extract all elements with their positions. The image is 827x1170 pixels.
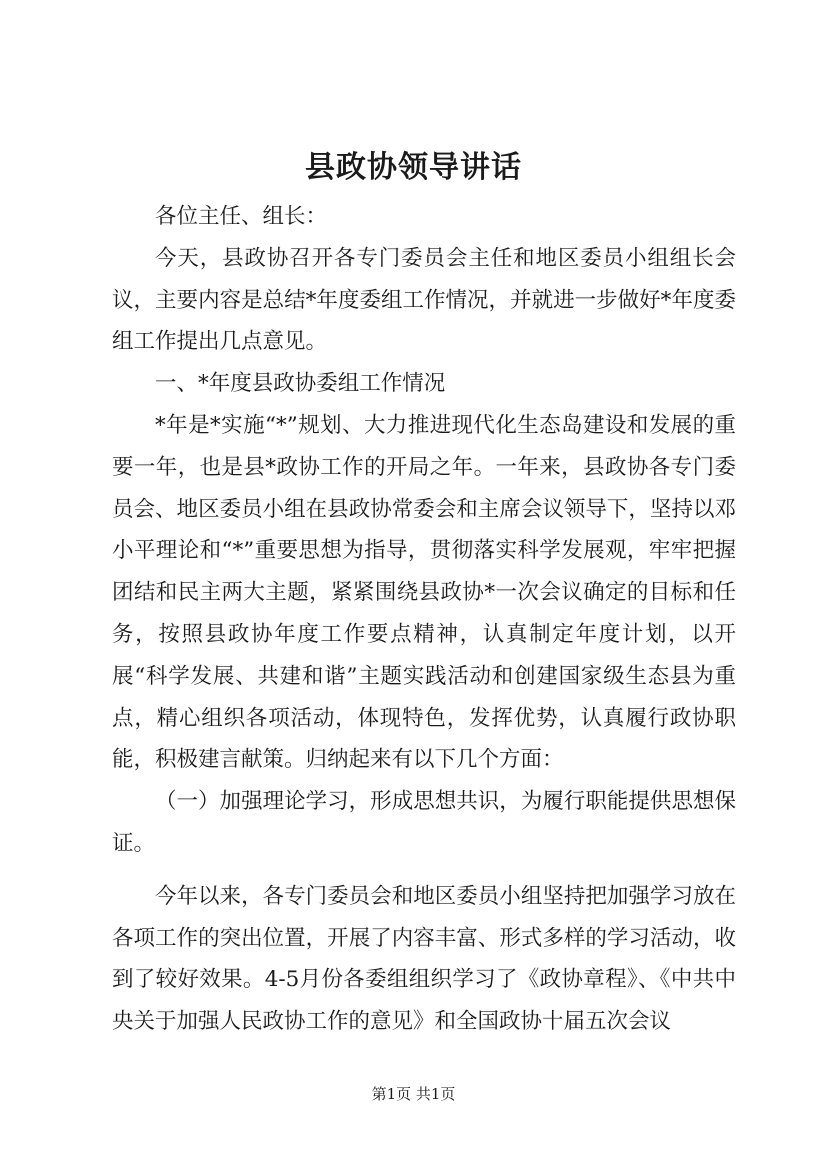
subsection-heading-1: （一）加强理论学习，形成思想共识，为履行职能提供思想保证。	[112, 789, 736, 856]
document-title: 县政协领导讲话	[305, 150, 522, 185]
salutation-paragraph: 各位主任、组长：	[155, 204, 328, 229]
page-number-footer: 第1页 共1页	[371, 1085, 456, 1103]
document-body	[112, 196, 736, 1043]
intro-paragraph: 今天，县政协召开各专门委员会主任和地区委员小组组长会议，主要内容是总结*年度委组工作情况，并就进一步做好*年度委组工作提出几点意见。	[112, 245, 736, 355]
section-heading-1: 一、*年度县政协委组工作情况	[155, 371, 446, 397]
overview-paragraph: *年是*实施“*”规划、大力推进现代化生态岛建设和发展的重要一年，也是县*政协工作的开局之年。一年来，县政协各专门委员会、地区委员小组在县政协常委会和主席会议领导下，坚持以邓小平理论和“*”重要思想为指导，贯彻落实科学发展观，牢牢把握团结和民主两大主题，紧紧围绕县政协*一次会议确定的目标和任务，按照县政协年度工作要点精神，认真制定年度计划，以开展“科学发展、共建和谐”主题实践活动和创建国家级生态县为重点，精心组织各项活动，体现特色，发挥优势，认真履行政协职能，积极建言献策。归纳起来有以下几个方面：	[112, 412, 736, 773]
study-paragraph: 今年以来，各专门委员会和地区委员小组坚持把加强学习放在各项工作的突出位置，开展了内容丰富、形式多样的学习活动，收到了较好效果。4-5月份各委组组织学习了《政协章程》、《中共中央关于加强人民政协工作的意见》和全国政协十届五次会议	[112, 883, 736, 1035]
